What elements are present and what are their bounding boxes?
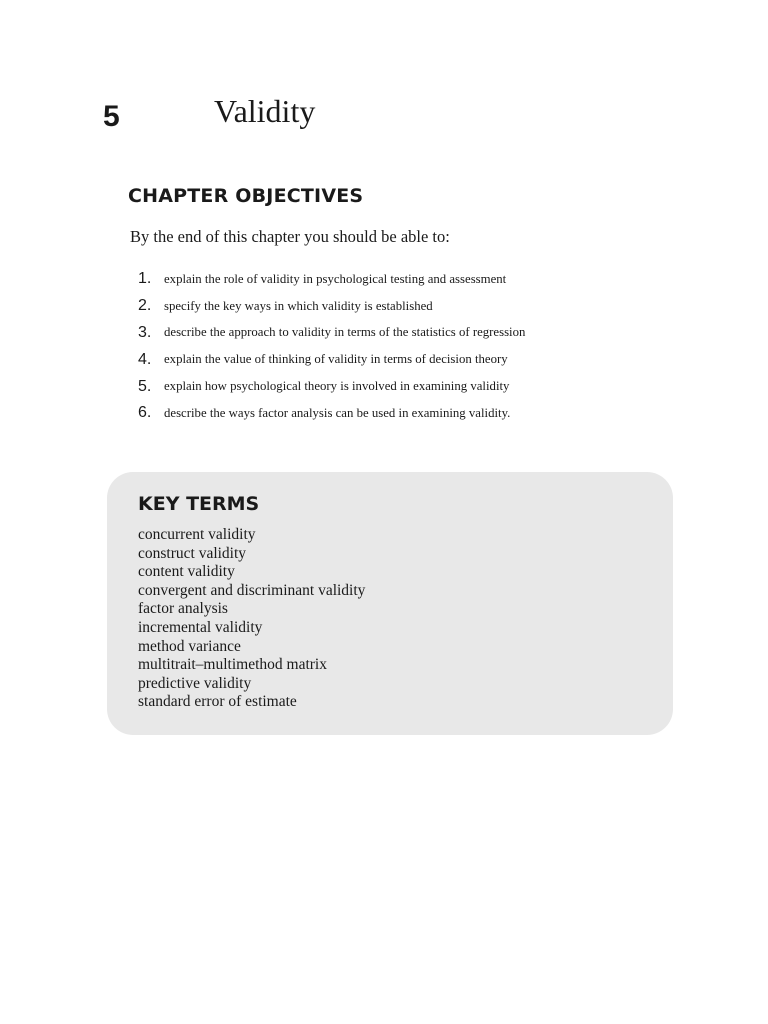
objectives-intro: By the end of this chapter you should be able to: [130,227,450,246]
key-term: concurrent validity [138,526,256,543]
objective-number: 4. [138,350,152,368]
key-term: multitrait–multimethod matrix [138,656,327,674]
objective-number: 5. [138,377,152,395]
objective-text: explain the value of thinking of validity in terms of decision theory [164,352,508,367]
objective-item [130,373,525,400]
objective-item [130,320,525,347]
key-terms-heading: KEY TERMS [138,493,260,515]
key-term: method variance [138,637,241,655]
objective-number: 3. [138,323,152,341]
objective-text: describe the approach to validity in terms of the statistics of regression [164,325,526,340]
objective-item [130,346,525,373]
key-terms-list [138,526,365,712]
objective-text: explain the role of validity in psychological testing and assessment [164,271,507,286]
chapter-number: 5 [103,100,120,133]
key-term: standard error of estimate [138,693,297,711]
key-term: convergent and discriminant validity [138,581,366,599]
key-term: predictive validity [138,674,252,692]
objective-item [130,400,525,427]
objective-number: 1. [138,270,152,288]
key-term: factor analysis [138,600,228,618]
chapter-title: Validity [214,93,316,129]
objective-item [130,293,525,320]
key-term: incremental validity [138,618,263,636]
objective-text: specify the key ways in which validity is established [164,298,433,313]
key-terms-box [107,472,673,735]
key-term: construct validity [138,544,247,562]
objective-number: 2. [138,297,152,315]
objective-number: 6. [138,404,152,422]
objective-text: explain how psychological theory is involved in examining validity [164,379,510,394]
objective-text: describe the ways factor analysis can be used in examining validity. [164,405,511,420]
key-term: content validity [138,563,235,581]
objectives-heading: CHAPTER OBJECTIVES [128,185,364,207]
objectives-list [130,266,525,427]
objective-item [130,266,525,293]
